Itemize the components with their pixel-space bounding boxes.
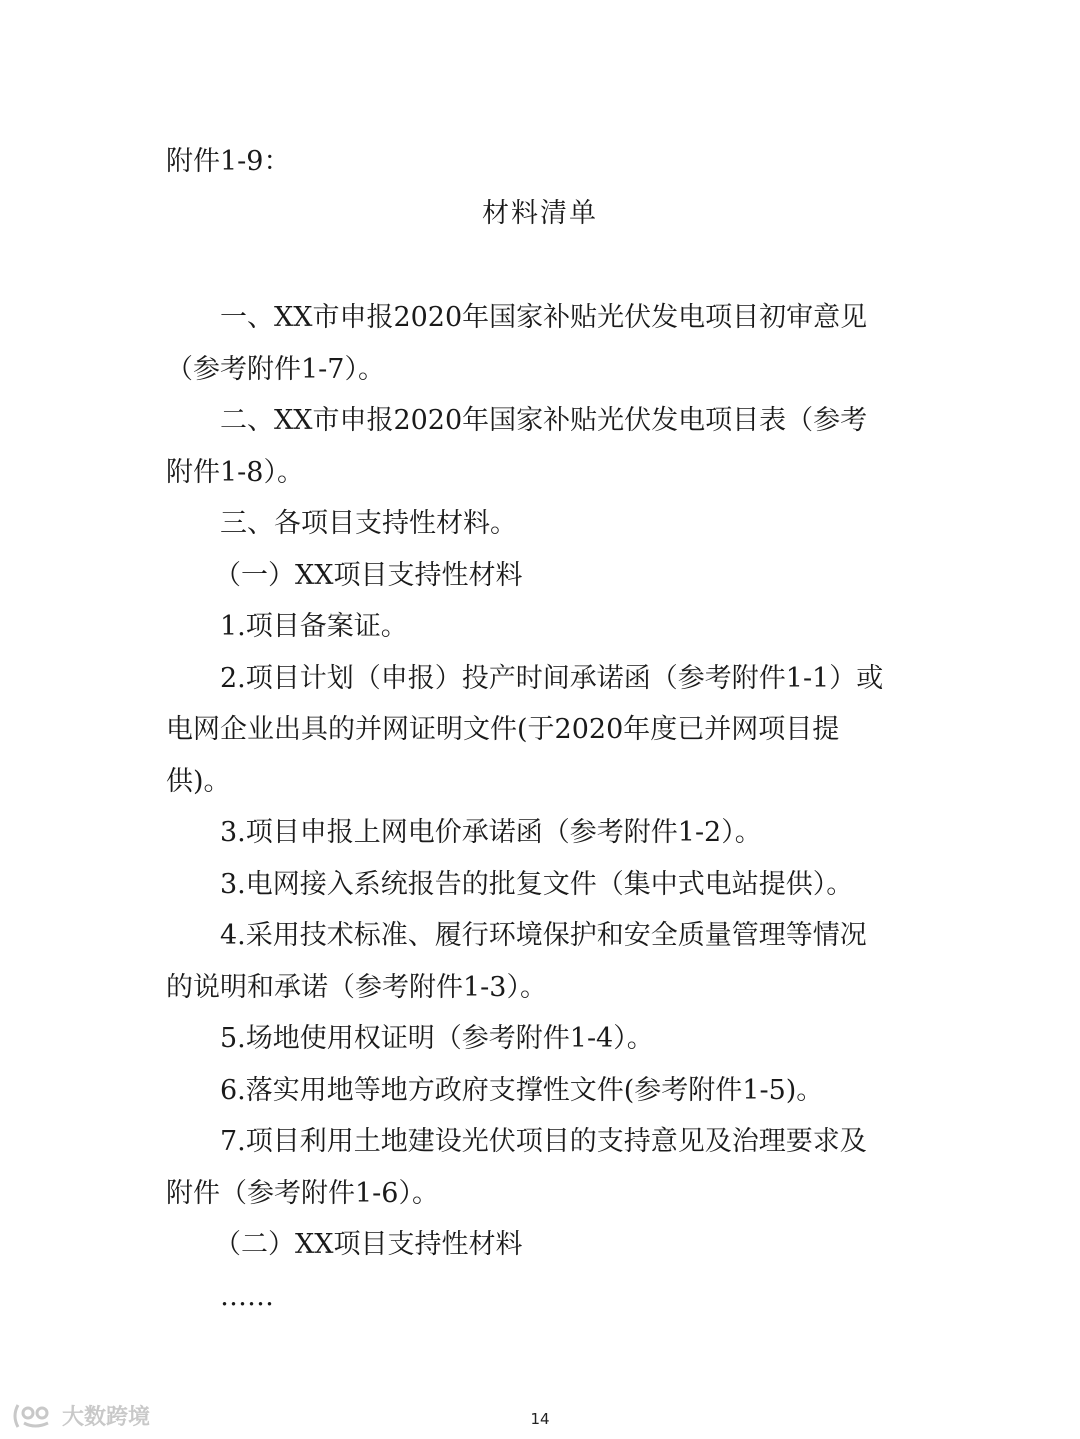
text-line: （一）XX项目支持性材料 xyxy=(214,559,523,591)
text-line: 附件（参考附件1-6）。 xyxy=(166,1177,439,1209)
text-line: 供)。 xyxy=(166,765,231,797)
watermark-text: 大数跨境 xyxy=(62,1405,151,1430)
list-item-site-use-right xyxy=(166,1013,916,1065)
text-line: 1.项目备案证。 xyxy=(220,611,408,642)
list-item-price-commitment xyxy=(166,807,916,859)
text-line: 三、各项目支持性材料。 xyxy=(220,508,517,539)
text-line: …… xyxy=(220,1280,274,1312)
text-line: 一、XX市申报2020年国家补贴光伏发电项目初审意见 xyxy=(220,302,868,333)
text-line: 5.场地使用权证明（参考附件1-4）。 xyxy=(220,1023,654,1054)
paragraph-project-table xyxy=(166,395,916,498)
document-body xyxy=(166,292,916,1322)
paragraph-preliminary-opinion xyxy=(166,292,916,395)
text-line: 电网企业出具的并网证明文件(于2020年度已并网项目提 xyxy=(166,714,840,745)
text-line: 附件1-8）。 xyxy=(166,456,304,488)
attachment-label: 附件1-9： xyxy=(166,146,291,177)
text-line: 3.项目申报上网电价承诺函（参考附件1-2）。 xyxy=(220,817,762,848)
subheading-project-two xyxy=(166,1219,916,1271)
list-item-technical-standards xyxy=(166,910,916,1013)
list-item-filing-certificate xyxy=(166,601,916,653)
list-item-land-support-opinion xyxy=(166,1116,916,1219)
text-line: 二、XX市申报2020年国家补贴光伏发电项目表（参考 xyxy=(220,405,868,436)
text-line: （参考附件1-7）。 xyxy=(166,353,385,385)
text-line: 的说明和承诺（参考附件1-3）。 xyxy=(166,971,547,1003)
text-line: （二）XX项目支持性材料 xyxy=(214,1229,523,1260)
list-item-grid-access-approval xyxy=(166,859,916,911)
page-number: 14 xyxy=(530,1410,550,1428)
document-title: 材料清单 xyxy=(482,198,598,229)
paragraph-supporting-materials xyxy=(166,498,916,550)
text-line: 3.电网接入系统报告的批复文件（集中式电站提供）。 xyxy=(220,868,854,900)
list-item-commitment-letter xyxy=(166,653,916,808)
text-line: 4.采用技术标准、履行环境保护和安全质量管理等情况 xyxy=(220,920,867,951)
ellipsis-continuation xyxy=(166,1271,916,1323)
subheading-project-one xyxy=(166,550,916,602)
list-item-land-use-documents xyxy=(166,1065,916,1117)
text-line: 6.落实用地等地方政府支撑性文件(参考附件1-5)。 xyxy=(220,1074,824,1106)
text-line: 2.项目计划（申报）投产时间承诺函（参考附件1-1）或 xyxy=(220,662,884,694)
text-line: 7.项目利用土地建设光伏项目的支持意见及治理要求及 xyxy=(220,1126,867,1157)
